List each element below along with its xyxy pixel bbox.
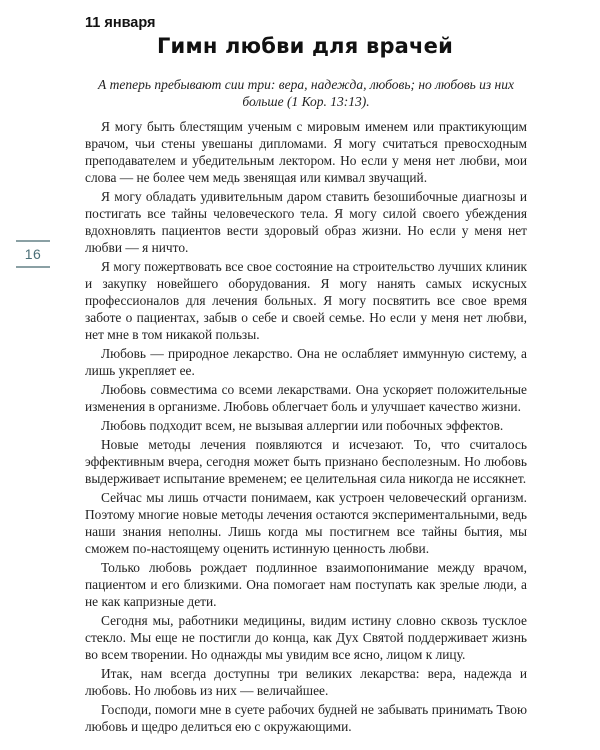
paragraph: Новые методы лечения появляются и исчезают. То, что считалось эффективным вчера, сегодня может быть признано бесполезным. Но любовь выдерживает испытание временем; ее целительная сила никогда не иссякнет. [85,437,527,486]
paragraph: Только любовь рождает подлинное взаимопонимание между врачом, пациентом и его близкими. Она помогает нам поступать как зрелые люди, а не как капризные дети. [85,560,527,609]
paragraph: Господи, помоги мне в суете рабочих будней не забывать принимать Твою любовь и щедро делиться ею с окружающими. [85,702,527,734]
paragraph: Сейчас мы лишь отчасти понимаем, как устроен человеческий организм. Поэтому многие новые методы лечения остаются экспериментальными, ведь наши знания неполны. Лишь когда мы постигнем все тайны бытия, мы сможем по-настоящему оценить истинную ценность любви. [85,490,527,556]
body-text [85,118,527,737]
paragraph: Итак, нам всегда доступны три великих лекарства: вера, надежда и любовь. Но любовь из них — величайшее. [85,666,527,698]
paragraph: Любовь совместима со всеми лекарствами. Она ускоряет положительные изменения в организме. Любовь облегчает боль и улучшает качество жизни. [85,382,527,414]
paragraph: Я могу пожертвовать все свое состояние на строительство лучших клиник и закупку новейшего оборудования. Я могу нанять самых искусных профессионалов для лечения больных. Я могу посвятить все свое время заботе о пациентах, забыв о себе и своей семье. Но если у меня нет любви, нет мне в том никакой пользы. [85,259,527,342]
paragraph: Любовь подходит всем, не вызывая аллергии или побочных эффектов. [101,418,504,433]
page-date-header: 11 января [85,15,156,31]
page-number-marker [16,240,50,268]
page-number-rule-bottom [16,266,50,268]
page-number: 16 [24,246,42,262]
paragraph: Я могу обладать удивительным даром ставить безошибочные диагнозы и постигать все тайны человеческого тела. Я могу силой своего убеждения вдохновлять пациентов вести здоровый образ жизни. Но если у меня нет любви — я ничто. [85,189,527,255]
epigraph: А теперь пребывают сии три: вера, надежда, любовь; но любовь из них больше (1 Кор. 13:13). [98,77,514,109]
paragraph: Любовь — природное лекарство. Она не ослабляет иммунную систему, а лишь укрепляет ее. [85,346,527,378]
page-title: Гимн любви для врачей [156,34,454,58]
paragraph: Я могу быть блестящим ученым с мировым именем или практикующим врачом, чьи стены увешаны дипломами. Я могу считаться превосходным преподавателем и убедительным лектором. Но если у меня нет любви, мои слова — не более чем медь звенящая или кимвал звучащий. [85,119,527,185]
paragraph: Сегодня мы, работники медицины, видим истину словно сквозь тусклое стекло. Мы еще не постигли до конца, как Дух Святой поддерживает жизнь во всем творении. Но однажды мы увидим все ясно, лицом к лицу. [85,613,527,662]
